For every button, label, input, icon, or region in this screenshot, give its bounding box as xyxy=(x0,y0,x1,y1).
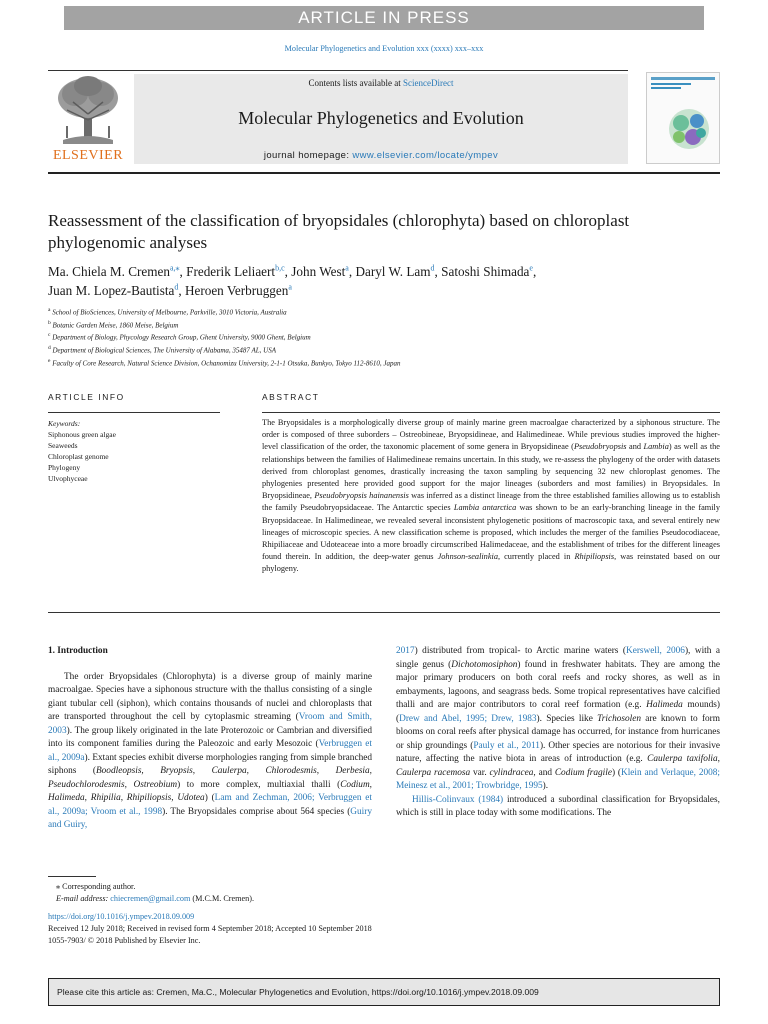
affiliation-item xyxy=(48,305,688,318)
body-text: mounds) ( xyxy=(396,700,720,724)
journal-cover-image[interactable] xyxy=(646,72,720,164)
italic-taxon: Codium fragile xyxy=(554,767,612,778)
affiliation-marker: e xyxy=(48,357,51,364)
article-in-press-banner: ARTICLE IN PRESS xyxy=(64,6,704,30)
intro-paragraph-1 xyxy=(48,671,372,833)
citation-link[interactable]: Lam and Zechman, 2006; Verbruggen et al., 2009a; Vroom et al., 1998 xyxy=(48,793,372,817)
keyword-item: Seaweeds xyxy=(48,441,78,450)
author-name[interactable]: Ma. Chiela M. Cremen xyxy=(48,264,170,279)
footnote-rule xyxy=(48,876,96,877)
article-info-heading: ARTICLE INFO xyxy=(48,392,125,402)
email-note: E-mail address: chiecremen@gmail.com (M.C.M. Cremen). xyxy=(56,894,255,903)
contents-prefix: Contents lists available at xyxy=(308,78,403,88)
section-heading-introduction: 1. Introduction xyxy=(48,646,108,656)
keyword-item: Ulvophyceae xyxy=(48,474,88,483)
affiliation-text: Faculty of Core Research, Natural Science Division, Ochanomizu University, 2-1-1 Otsuka, Bunkyo, Tokyo 112-8610, Japan xyxy=(50,359,401,368)
italic-taxon: Caulerpa taxifolia xyxy=(647,754,718,764)
contents-line xyxy=(134,78,628,88)
citation-link[interactable]: Pauly et al., 2011 xyxy=(473,740,540,751)
body-text: The order Bryopsidales (Chlorophyta) is a diverse group of mainly marine macroalgae. Species have a siphonous structure with the thallus consisting of a single giant tubular cell (siphon), which contains thousands of nuclei and chloroplasts that are transported throughout the cell by cytoplasmic streaming ( xyxy=(48,671,372,722)
affiliation-item xyxy=(48,356,688,369)
keyword-item: Siphonous green algae xyxy=(48,430,116,439)
doi-link[interactable]: https://doi.org/10.1016/j.ympev.2018.09.009 xyxy=(48,912,195,921)
affiliation-item xyxy=(48,343,688,356)
affiliation-item xyxy=(48,318,688,331)
author-separator: , xyxy=(284,264,292,279)
citation-link[interactable]: Drew and Abel, 1995; Drew, 1983 xyxy=(399,713,537,724)
body-text: ). The Bryopsidales comprise about 564 species ( xyxy=(162,806,351,817)
author-name[interactable]: Frederik Leliaert xyxy=(186,264,276,279)
citation-link[interactable]: Hillis-Colinvaux (1984) xyxy=(412,794,504,805)
affiliation-marker: b xyxy=(48,319,51,326)
keyword-item: Chloroplast genome xyxy=(48,452,109,461)
footnotes xyxy=(48,881,448,947)
citation-link[interactable]: Kerswell, 2006 xyxy=(625,646,685,656)
body-text: ). Other species are notorious for their invasive nature, affecting the native biota in areas of introduction (e.g. xyxy=(396,740,720,764)
author-name[interactable]: Heroen Verbruggen xyxy=(184,283,289,298)
abstract-heading: ABSTRACT xyxy=(262,392,320,402)
affiliation-item xyxy=(48,330,688,343)
body-text: ) ( xyxy=(611,767,621,778)
publisher-wordmark: ELSEVIER xyxy=(52,148,124,163)
author-list xyxy=(48,262,688,300)
keywords-label: Keywords: xyxy=(48,419,81,428)
received-dates: Received 12 July 2018; Received in revised form 4 September 2018; Accepted 10 September 2018 xyxy=(48,924,372,933)
body-text: var. xyxy=(470,767,490,778)
body-column-right xyxy=(396,645,720,821)
citation-box: Please cite this article as: Cremen, Ma.C., Molecular Phylogenetics and Evolution, https://doi.org/10.1016/j.ympev.2018.09.009 xyxy=(48,978,720,1006)
affiliations xyxy=(48,305,688,369)
affiliation-text: Department of Biological Sciences, The University of Alabama, 35487 AL, USA xyxy=(50,346,277,355)
article-title: Reassessment of the classification of bryopsidales (chlorophyta) based on chloroplast phylogenomic analyses xyxy=(48,211,630,252)
citation-link[interactable]: Klein and Verlaque, 2008; Meinesz et al., 2001; Trowbridge, 1995 xyxy=(396,767,720,791)
author-affiliation-marker[interactable]: d xyxy=(430,263,435,273)
email-link[interactable]: chiecremen@gmail.com xyxy=(110,894,191,903)
body-text: ) found in freshwater habitats. They are among the major primary producers on both coral reefs and rocky shores, as well as in embayments, lagoons, and seagrass beds. Some tropical representatives have calcified thalli and are major contributors to coral reef formation (e.g. xyxy=(396,659,720,710)
body-text: ). The group likely originated in the late Proterozoic or Cambrian and diversified into its component families during the Paleozoic and early Mesozoic ( xyxy=(48,725,372,749)
body-text: ), with a single genus ( xyxy=(396,646,720,670)
body-text: ). xyxy=(542,781,549,791)
corresponding-author-note: ⁎ Corresponding author. xyxy=(56,882,136,891)
author-affiliation-marker[interactable]: e xyxy=(529,263,533,273)
keywords-list xyxy=(48,429,220,484)
italic-taxon: Trichosolen xyxy=(597,713,641,724)
homepage-link[interactable]: www.elsevier.com/locate/ympev xyxy=(352,150,499,161)
citation-link[interactable]: Verbruggen et al., 2009a xyxy=(48,739,372,763)
keywords-block xyxy=(48,418,220,484)
affiliation-text: School of BioSciences, University of Melbourne, Parkville, 3010 Victoria, Australia xyxy=(50,308,287,317)
elsevier-tree-icon xyxy=(53,74,123,146)
author-name[interactable]: Satoshi Shimada xyxy=(441,264,530,279)
author-affiliation-marker[interactable]: d xyxy=(174,282,179,292)
homepage-label: journal homepage: xyxy=(263,150,353,161)
italic-taxon: Codium, Halimeda, Rhipilia, Rhipiliopsis, Udotea xyxy=(48,779,372,803)
body-text: ). Species like xyxy=(536,713,598,724)
author-separator: , xyxy=(179,264,187,279)
author-separator: , xyxy=(532,264,537,279)
italic-taxon: Halimeda xyxy=(646,700,683,710)
body-column-left xyxy=(48,645,372,833)
body-text: ) distributed from tropical- to Arctic marine waters ( xyxy=(414,646,626,656)
italic-taxon: Boodleopsis, Bryopsis, Caulerpa, Chlorodesmis, Derbesia, Pseudochlorodesmis, Ostreobium xyxy=(48,766,372,790)
body-text: ) ( xyxy=(204,793,215,803)
author-affiliation-marker[interactable]: a xyxy=(288,282,292,292)
body-text: ) to more complex, multiaxial thalli ( xyxy=(177,779,341,790)
header-rule xyxy=(48,70,628,71)
intro-paragraph-2 xyxy=(396,794,720,821)
author-affiliation-marker[interactable]: b,c xyxy=(275,263,285,273)
italic-taxon: Dichotomosiphon xyxy=(451,659,518,670)
cover-art-icon xyxy=(647,73,719,163)
body-text: ). Extant species exhibit diverse morphologies ranging from simple branched siphons ( xyxy=(48,752,372,776)
citation-link[interactable]: Guiry and Guiry, xyxy=(48,806,372,830)
elsevier-logo xyxy=(48,74,128,166)
author-separator: , xyxy=(178,283,185,298)
citation-link[interactable]: Vroom and Smith, 2003 xyxy=(48,712,372,736)
abstract-text: The Bryopsidales is a morphologically diverse group of mainly marine green macroalgae characterized by a siphonous structure. The order is composed of three suborders – Ostreobineae, Bryopsidineae, and Halimedineae. While previous studies improved the higher-level classification of the order, the taxonomic placement of some genera in Bryopsidineae (Pseudobryopsis and Lambia) as well as the relationships between the families of Halimedineae remains uncertain. In this study, we re-assess the phylogeny of the order with datasets derived from chloroplast genomes, drastically increasing the taxon sampling by sequencing 32 new chloroplast genomes. The phylogenies presented here provided good support for the major lineages (suborders and most families) in Bryopsidales. In Bryopsidineae, Pseudobryopsis hainanensis was inferred as a distinct lineage from the three established families allowing us to establish the family Pseudobryopsidaceae. The Antarctic species Lambia antarctica was shown to be an early-branching lineage in the family Bryopsidaceae. In Halimedineae, we revealed several inconsistent phylogenetic positions of macroscopic taxa, and several entirely new lineages of microscopic species. A new classification scheme is proposed, which includes the merger of the families Pseudocodiaceae, Rhipiliaceae and Udoteaceae into a more broadly circumscribed Halimedaceae, and the establishment of tribes for the different lineages found therein. In addition, the deep-water genus Johnson-sealinkia, currently placed in Rhipiliopsis, was reinstated based on our phylogeny. xyxy=(262,418,721,574)
affiliation-marker: d xyxy=(48,345,51,352)
journal-title: Molecular Phylogenetics and Evolution xyxy=(238,108,524,128)
author-separator: , xyxy=(348,264,356,279)
affiliation-marker: c xyxy=(48,332,51,339)
abstract-divider xyxy=(48,612,720,613)
copyright-line: 1055-7903/ © 2018 Published by Elsevier Inc. xyxy=(48,936,201,945)
journal-header xyxy=(134,74,628,164)
affiliation-marker: a xyxy=(48,307,51,313)
italic-taxon: cylindracea xyxy=(489,767,534,778)
author-name[interactable]: Daryl W. Lam xyxy=(355,264,431,279)
body-text: , xyxy=(717,754,720,764)
italic-taxon: Caulerpa racemosa xyxy=(396,767,471,778)
author-name[interactable]: Juan M. Lopez-Bautista xyxy=(48,283,175,298)
author-name[interactable]: John West xyxy=(291,264,346,279)
journal-reference-link[interactable]: Molecular Phylogenetics and Evolution xxx (xxxx) xxx–xxx xyxy=(284,44,484,53)
body-text: introduced a subordinal classification for Bryopsidales, which is still in place today with some modifications. The xyxy=(396,794,721,818)
affiliation-text: Botanic Garden Meise, 1860 Meise, Belgium xyxy=(50,321,179,330)
article-info-rule xyxy=(48,412,220,413)
citation-link[interactable]: 2017 xyxy=(396,646,415,656)
author-separator: , xyxy=(434,264,442,279)
header-divider xyxy=(48,172,720,174)
journal-homepage xyxy=(134,150,628,161)
intro-paragraph-1-continued xyxy=(396,645,720,794)
author-affiliation-marker[interactable]: a,⁎ xyxy=(169,263,180,273)
affiliation-text: Department of Biology, Phycology Research Group, Ghent University, 9000 Ghent, Belgium xyxy=(50,333,311,342)
sciencedirect-link[interactable]: ScienceDirect xyxy=(403,78,454,88)
body-text: , and xyxy=(533,767,555,778)
abstract-rule xyxy=(262,412,720,413)
author-affiliation-marker[interactable]: a xyxy=(345,263,349,273)
keyword-item: Phylogeny xyxy=(48,463,81,472)
body-text: are known to form blooms on coral reefs after physical damage has occurred, for instance from hurricanes or ship groundings ( xyxy=(396,713,721,751)
